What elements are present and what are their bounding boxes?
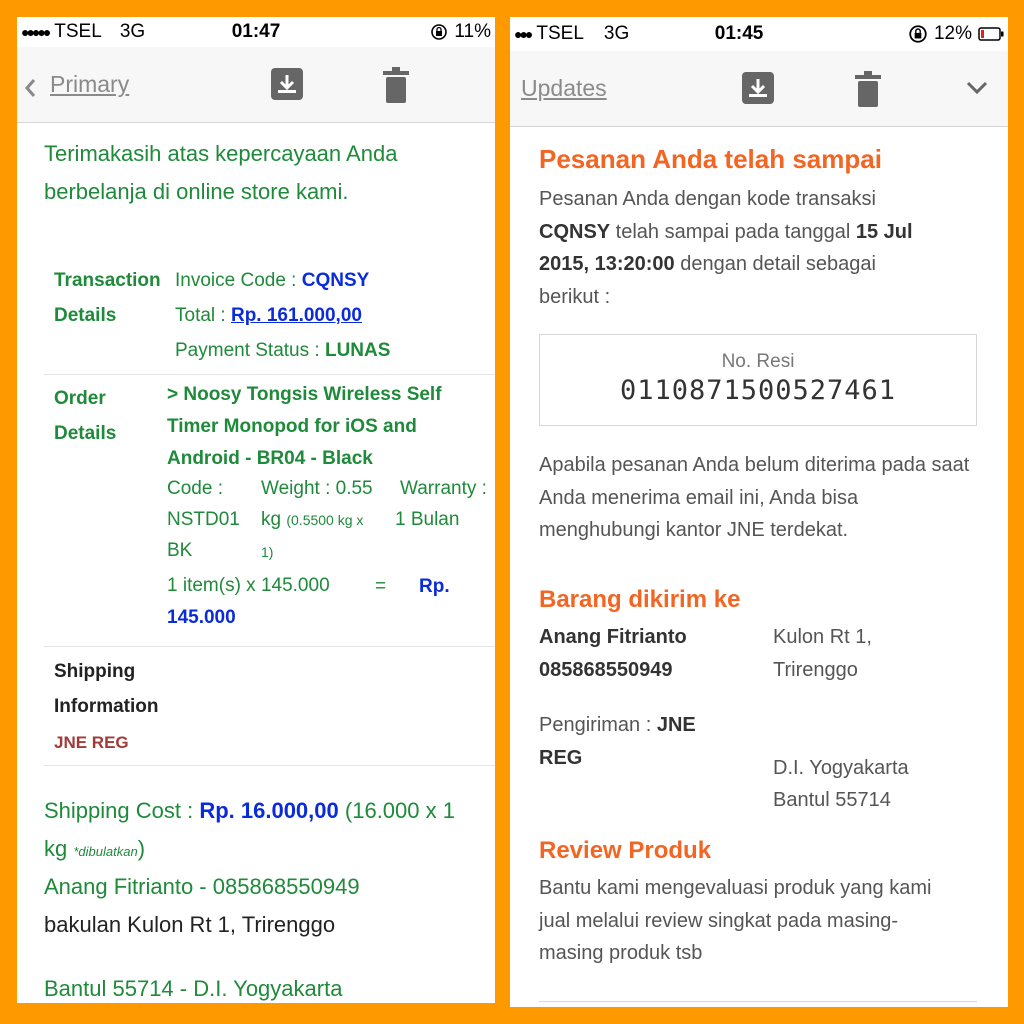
signal-icon: ●●●●●	[21, 24, 49, 40]
item-price-1: Rp.	[419, 576, 450, 597]
chevron-left-icon[interactable]	[23, 77, 37, 99]
transaction-code: CQNSY	[539, 220, 611, 243]
shipping-method-label: Pengiriman :	[539, 714, 652, 736]
shipping-method-service: REG	[539, 747, 583, 769]
status-bar	[510, 17, 1008, 51]
review-paragraph: Bantu kami mengevaluasi produk yang kami jual melalui review singkat pada masing-masing produk tsb	[539, 877, 932, 964]
review-heading: Review Produk	[539, 837, 712, 864]
para-text: Pesanan Anda dengan kode transaksi	[539, 188, 876, 210]
payment-status: LUNAS	[324, 340, 391, 361]
weight-label: Weight : 0.55	[261, 478, 373, 499]
address-line-1: Kulon Rt 1,	[773, 626, 872, 648]
back-to-primary-link[interactable]: Primary	[50, 71, 130, 97]
delivery-date: 15 Jul	[855, 220, 913, 243]
resi-label: No. Resi	[721, 351, 795, 372]
trash-icon[interactable]	[855, 71, 881, 107]
chevron-down-icon[interactable]	[966, 81, 988, 95]
thank-you-message: Terimakasih atas kepercayaan Anda berbelanja di online store kami.	[44, 141, 398, 204]
code-label: Code :	[167, 478, 223, 499]
para-text: telah sampai pada tanggal	[610, 220, 856, 243]
rotation-lock-icon	[908, 24, 928, 44]
delivery-paragraph	[539, 183, 979, 313]
right-email-screen	[510, 17, 1008, 1007]
transaction-label-1: Transaction	[54, 270, 161, 291]
not-received-paragraph: Apabila pesanan Anda belum diterima pada saat Anda menerima email ini, Anda bisa menghubungi kantor JNE terdekat.	[539, 454, 970, 541]
close-paren: )	[137, 836, 146, 861]
recipient-name: Anang Fitrianto	[539, 626, 687, 648]
trash-icon[interactable]	[383, 67, 409, 103]
shipping-cost-label: Shipping Cost :	[44, 798, 194, 823]
product-name-1[interactable]: > Noosy Tongsis Wireless Self	[167, 384, 442, 405]
order-label-1: Order	[54, 388, 106, 409]
payment-label: Payment Status :	[175, 340, 320, 361]
item-price-2: 145.000	[167, 607, 236, 628]
warranty-value: 1 Bulan	[395, 509, 460, 530]
code-value-1: NSTD01	[167, 509, 240, 530]
divider	[44, 765, 495, 766]
status-time: 01:45	[714, 23, 764, 44]
left-email-screen	[17, 17, 495, 1003]
transaction-label-2: Details	[54, 305, 117, 326]
recipient-phone: 085868550949	[539, 659, 673, 681]
resi-number: 0110871500527461	[619, 375, 897, 406]
payment-row	[175, 333, 390, 368]
shipping-method	[539, 709, 739, 742]
archive-icon[interactable]	[741, 71, 775, 105]
items-qty: 1 item(s) x 145.000	[167, 575, 330, 596]
code-value-2: BK	[167, 540, 193, 561]
recipient-line: Anang Fitrianto - 085868550949	[44, 874, 360, 899]
para-text: dengan detail sebagai	[674, 253, 876, 275]
delivered-heading: Pesanan Anda telah sampai	[539, 144, 882, 174]
tracking-number-box	[539, 334, 977, 426]
divider	[539, 1001, 977, 1002]
delivery-datetime: 2015, 13:20:00	[539, 253, 675, 275]
shipping-cost-unit-row	[44, 830, 145, 871]
battery-percent: 11%	[454, 21, 491, 42]
battery-icon	[978, 27, 1004, 41]
para-text: berikut :	[539, 285, 611, 308]
weight-unit	[261, 504, 363, 536]
total-row	[175, 298, 362, 333]
network-type: 3G	[603, 23, 630, 44]
rounding-note: *dibulatkan	[73, 844, 138, 859]
signal-icon: ●●●	[514, 26, 531, 42]
invoice-value: CQNSY	[301, 270, 370, 291]
city-line: Bantul 55714	[773, 789, 891, 811]
status-bar	[17, 17, 495, 47]
status-time: 01:47	[231, 21, 281, 42]
product-name-3[interactable]: Android - BR04 - Black	[167, 448, 373, 469]
carrier-name: TSEL	[54, 21, 102, 42]
back-to-updates-link[interactable]: Updates	[521, 75, 607, 101]
equals-sign: =	[375, 576, 387, 597]
mail-toolbar	[17, 47, 495, 123]
total-label: Total :	[175, 305, 226, 326]
invoice-label: Invoice Code :	[175, 270, 297, 291]
region-line: D.I. Yogyakarta	[773, 757, 909, 779]
ship-to-heading: Barang dikirim ke	[539, 586, 741, 613]
weight-kg: kg	[261, 509, 282, 530]
rotation-lock-icon	[430, 23, 448, 41]
divider	[44, 646, 495, 647]
total-value-link[interactable]: Rp. 161.000,00	[230, 305, 362, 326]
shipping-cost-unit: kg	[44, 836, 68, 861]
archive-icon[interactable]	[270, 67, 304, 101]
address-line: bakulan Kulon Rt 1, Trirenggo	[44, 912, 336, 937]
battery-percent: 12%	[933, 23, 972, 44]
address-line-2: Trirenggo	[773, 659, 858, 681]
shipping-info-label-1: Shipping	[54, 661, 136, 682]
city-line: Bantul 55714 - D.I. Yogyakarta	[44, 976, 343, 1001]
courier-name: JNE REG	[54, 733, 129, 752]
shipping-info-label-2: Information	[54, 696, 159, 717]
invoice-row	[175, 263, 369, 298]
shipping-method-value: JNE	[656, 714, 696, 736]
mail-toolbar	[510, 51, 1008, 127]
weight-detail: (0.5500 kg x	[286, 512, 364, 528]
shipping-cost-row	[44, 792, 455, 830]
product-name-2[interactable]: Timer Monopod for iOS and	[167, 416, 417, 437]
shipping-cost-detail: (16.000 x 1	[344, 798, 455, 823]
network-type: 3G	[119, 21, 146, 42]
order-label-2: Details	[54, 423, 117, 444]
carrier-name: TSEL	[536, 23, 584, 44]
weight-multiplier: 1)	[261, 544, 274, 560]
divider	[44, 374, 495, 375]
warranty-label: Warranty :	[400, 478, 487, 499]
shipping-cost-value: Rp. 16.000,00	[199, 798, 339, 823]
